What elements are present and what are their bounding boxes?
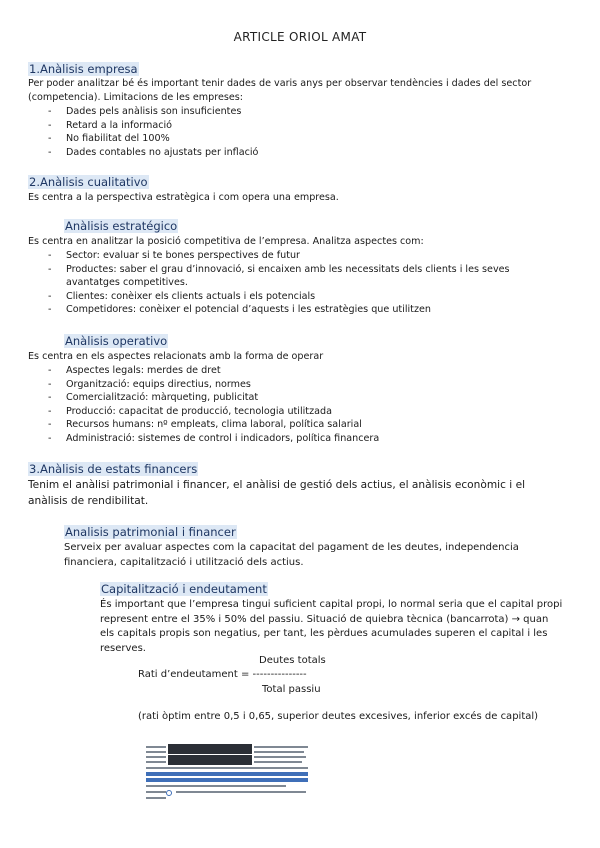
list-item — [48, 263, 568, 290]
limitations-list — [48, 105, 258, 159]
section-1-intro-line-1: Per poder analitzar bé és important tenir dades de varis anys per observar tendències i dades del sector — [28, 78, 532, 89]
section-1-intro-line-2: (competencia). Limitacions de les empreses: — [28, 91, 243, 103]
section-3-intro-line-1: Tenim el anàlisi patrimonial i financer, el anàlisi de gestió dels actius, el anàlisis econòmic i el — [28, 479, 526, 491]
strategic-analysis-intro: Es centra en analitzar la posició competitiva de l’empresa. Analitza aspectes com: — [28, 236, 424, 247]
list-item: - Competidores: conèixer el potencial d’aquests i les estratègies que utilitzen — [48, 303, 568, 317]
operational-analysis-heading: Anàlisis operativo — [65, 334, 168, 348]
capitalization-text — [100, 598, 598, 656]
capitalization-line-1: És important que l’empresa tingui suficient capital propi, lo normal seria que el capital propi — [100, 599, 563, 610]
list-item-text: Productes: saber el grau d’innovació, si encaixen amb les necessitats dels clients i les seves — [66, 263, 510, 275]
section-3-intro-line-2: anàlisis de rendibilitat. — [28, 494, 149, 507]
section-1-heading: 1.Anàlisis empresa — [29, 62, 138, 76]
list-item-continuation: avantatges competitives. — [66, 277, 188, 289]
capitalization-heading: Capitalització i endeutament — [101, 582, 267, 596]
section-1-intro — [28, 77, 598, 104]
section-3-heading: 3.Anàlisis de estats financers — [29, 462, 198, 476]
list-item: - Administració: sistemes de control i indicadors, política financera — [48, 432, 568, 446]
capitalization-line-2: represent entre el 35% i 50% del passiu. Situació de quiebra tècnica (bancarrota) → quan — [100, 613, 549, 625]
list-item: - Clientes: conèixer els clients actuals i els potencials — [48, 290, 568, 304]
optimal-ratio-note: (rati òptim entre 0,5 i 0,65, superior deutes excesives, inferior excés de capital) — [138, 711, 539, 722]
ratio-formula-label: Rati d’endeutament = --------------- — [138, 669, 307, 680]
list-item: - Dades contables no ajustats per inflació — [48, 146, 258, 160]
list-item: - Producció: capacitat de producció, tecnologia utilitzada — [48, 405, 568, 419]
ratio-numerator: Deutes totals — [259, 655, 326, 666]
patrimonial-analysis-heading: Analisis patrimonial i financer — [65, 525, 236, 539]
section-3-intro — [28, 478, 596, 509]
ratio-denominator: Total passiu — [262, 684, 321, 695]
patrimonial-analysis-text — [64, 541, 594, 570]
patrimonial-text-line-1: Serveix per avaluar aspectes com la capacitat del pagament de les deutes, independencia — [64, 542, 519, 553]
document-title: ARTICLE ORIOL AMAT — [233, 30, 367, 44]
section-2-intro: Es centra a la perspectiva estratègica i com opera una empresa. — [28, 192, 339, 203]
operational-analysis-intro: Es centra en els aspectes relacionats amb la forma de operar — [28, 351, 324, 362]
list-item: - Sector: evaluar si te bones perspectives de futur — [48, 249, 568, 263]
operational-aspects-list — [48, 364, 568, 446]
section-2-heading: 2.Anàlisis cualitativo — [29, 175, 148, 189]
embedded-screenshot-image — [146, 744, 308, 804]
patrimonial-text-line-2: financiera, capitalització i utilització dels actius. — [64, 556, 304, 568]
capitalization-line-3: els capitals propis son negatius, per tant, les pèrdues acumulades superen el capital i les — [100, 628, 548, 640]
list-item: - Retard a la informació — [48, 119, 258, 133]
list-item: - Dades pels anàlisis son insuficientes — [48, 105, 258, 119]
list-item: - Recursos humans: nº empleats, clima laboral, política salarial — [48, 418, 568, 432]
strategic-aspects-list — [48, 249, 568, 317]
list-item: - Organització: equips directius, normes — [48, 378, 568, 392]
list-item: - Comercialització: màrqueting, publicitat — [48, 391, 568, 405]
strategic-analysis-heading: Anàlisis estratégico — [65, 219, 178, 233]
list-item: - Aspectes legals: merdes de dret — [48, 364, 568, 378]
list-item: - No fiabilitat del 100% — [48, 132, 258, 146]
capitalization-line-4: reserves. — [100, 642, 146, 654]
